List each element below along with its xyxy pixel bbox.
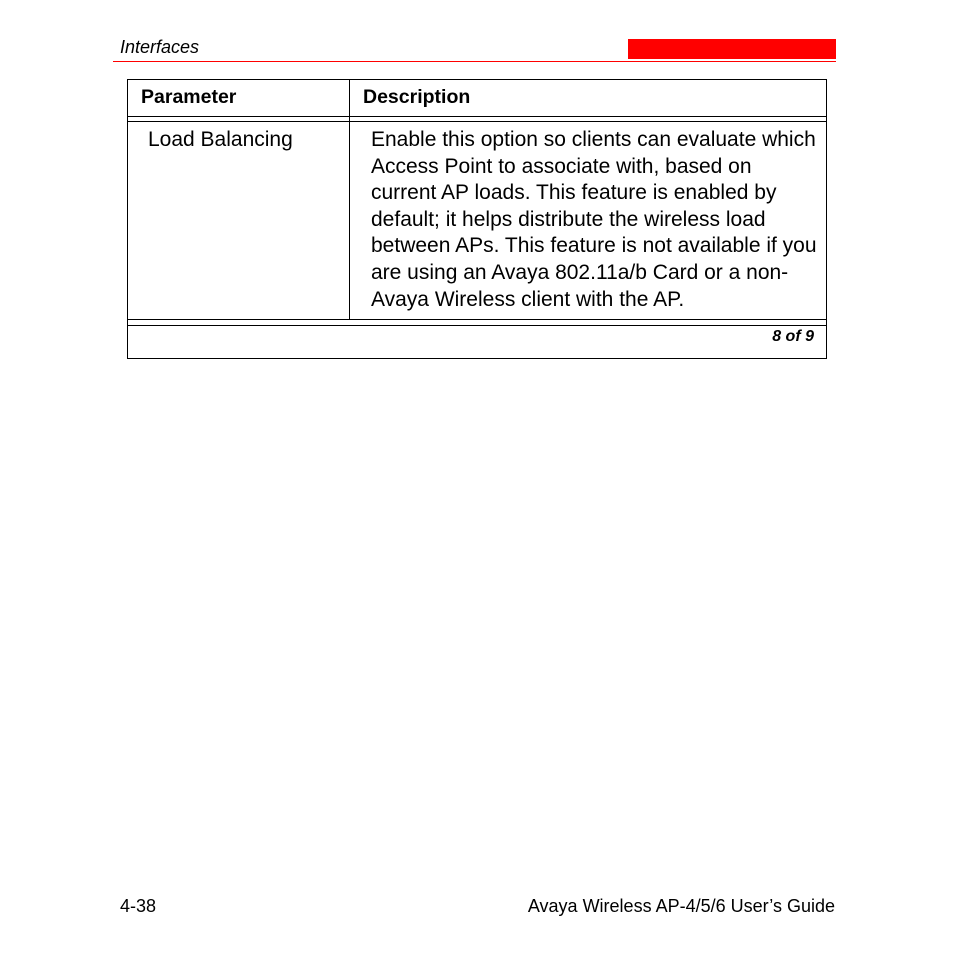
footer-rule-bottom bbox=[128, 325, 826, 326]
page-number: 4-38 bbox=[120, 896, 157, 916]
column-header-parameter: Parameter bbox=[141, 86, 237, 108]
section-title: Interfaces bbox=[120, 37, 200, 57]
header-rule-top bbox=[128, 116, 826, 117]
table-page-count: 8 of 9 bbox=[772, 328, 814, 345]
guide-title: Avaya Wireless AP-4/5/6 User’s Guide bbox=[527, 896, 835, 916]
column-divider bbox=[349, 80, 350, 320]
table-row-parameter: Load Balancing bbox=[148, 128, 293, 151]
header-rule bbox=[113, 61, 836, 62]
header-rule-bottom bbox=[128, 121, 826, 122]
header-accent-bar bbox=[628, 39, 836, 59]
column-header-description: Description bbox=[363, 86, 471, 108]
table-row-description: Enable this option so clients can evaluate which Access Point to associate with, based on current AP loads. This feature is enabled by default; it helps distribute the wireless load between APs. This feature is not available if you are using an Avaya 802.11a/b Card or a non-Avaya Wireless client with the AP. bbox=[371, 128, 817, 311]
parameter-table bbox=[127, 79, 827, 359]
footer-rule-top bbox=[128, 319, 826, 320]
